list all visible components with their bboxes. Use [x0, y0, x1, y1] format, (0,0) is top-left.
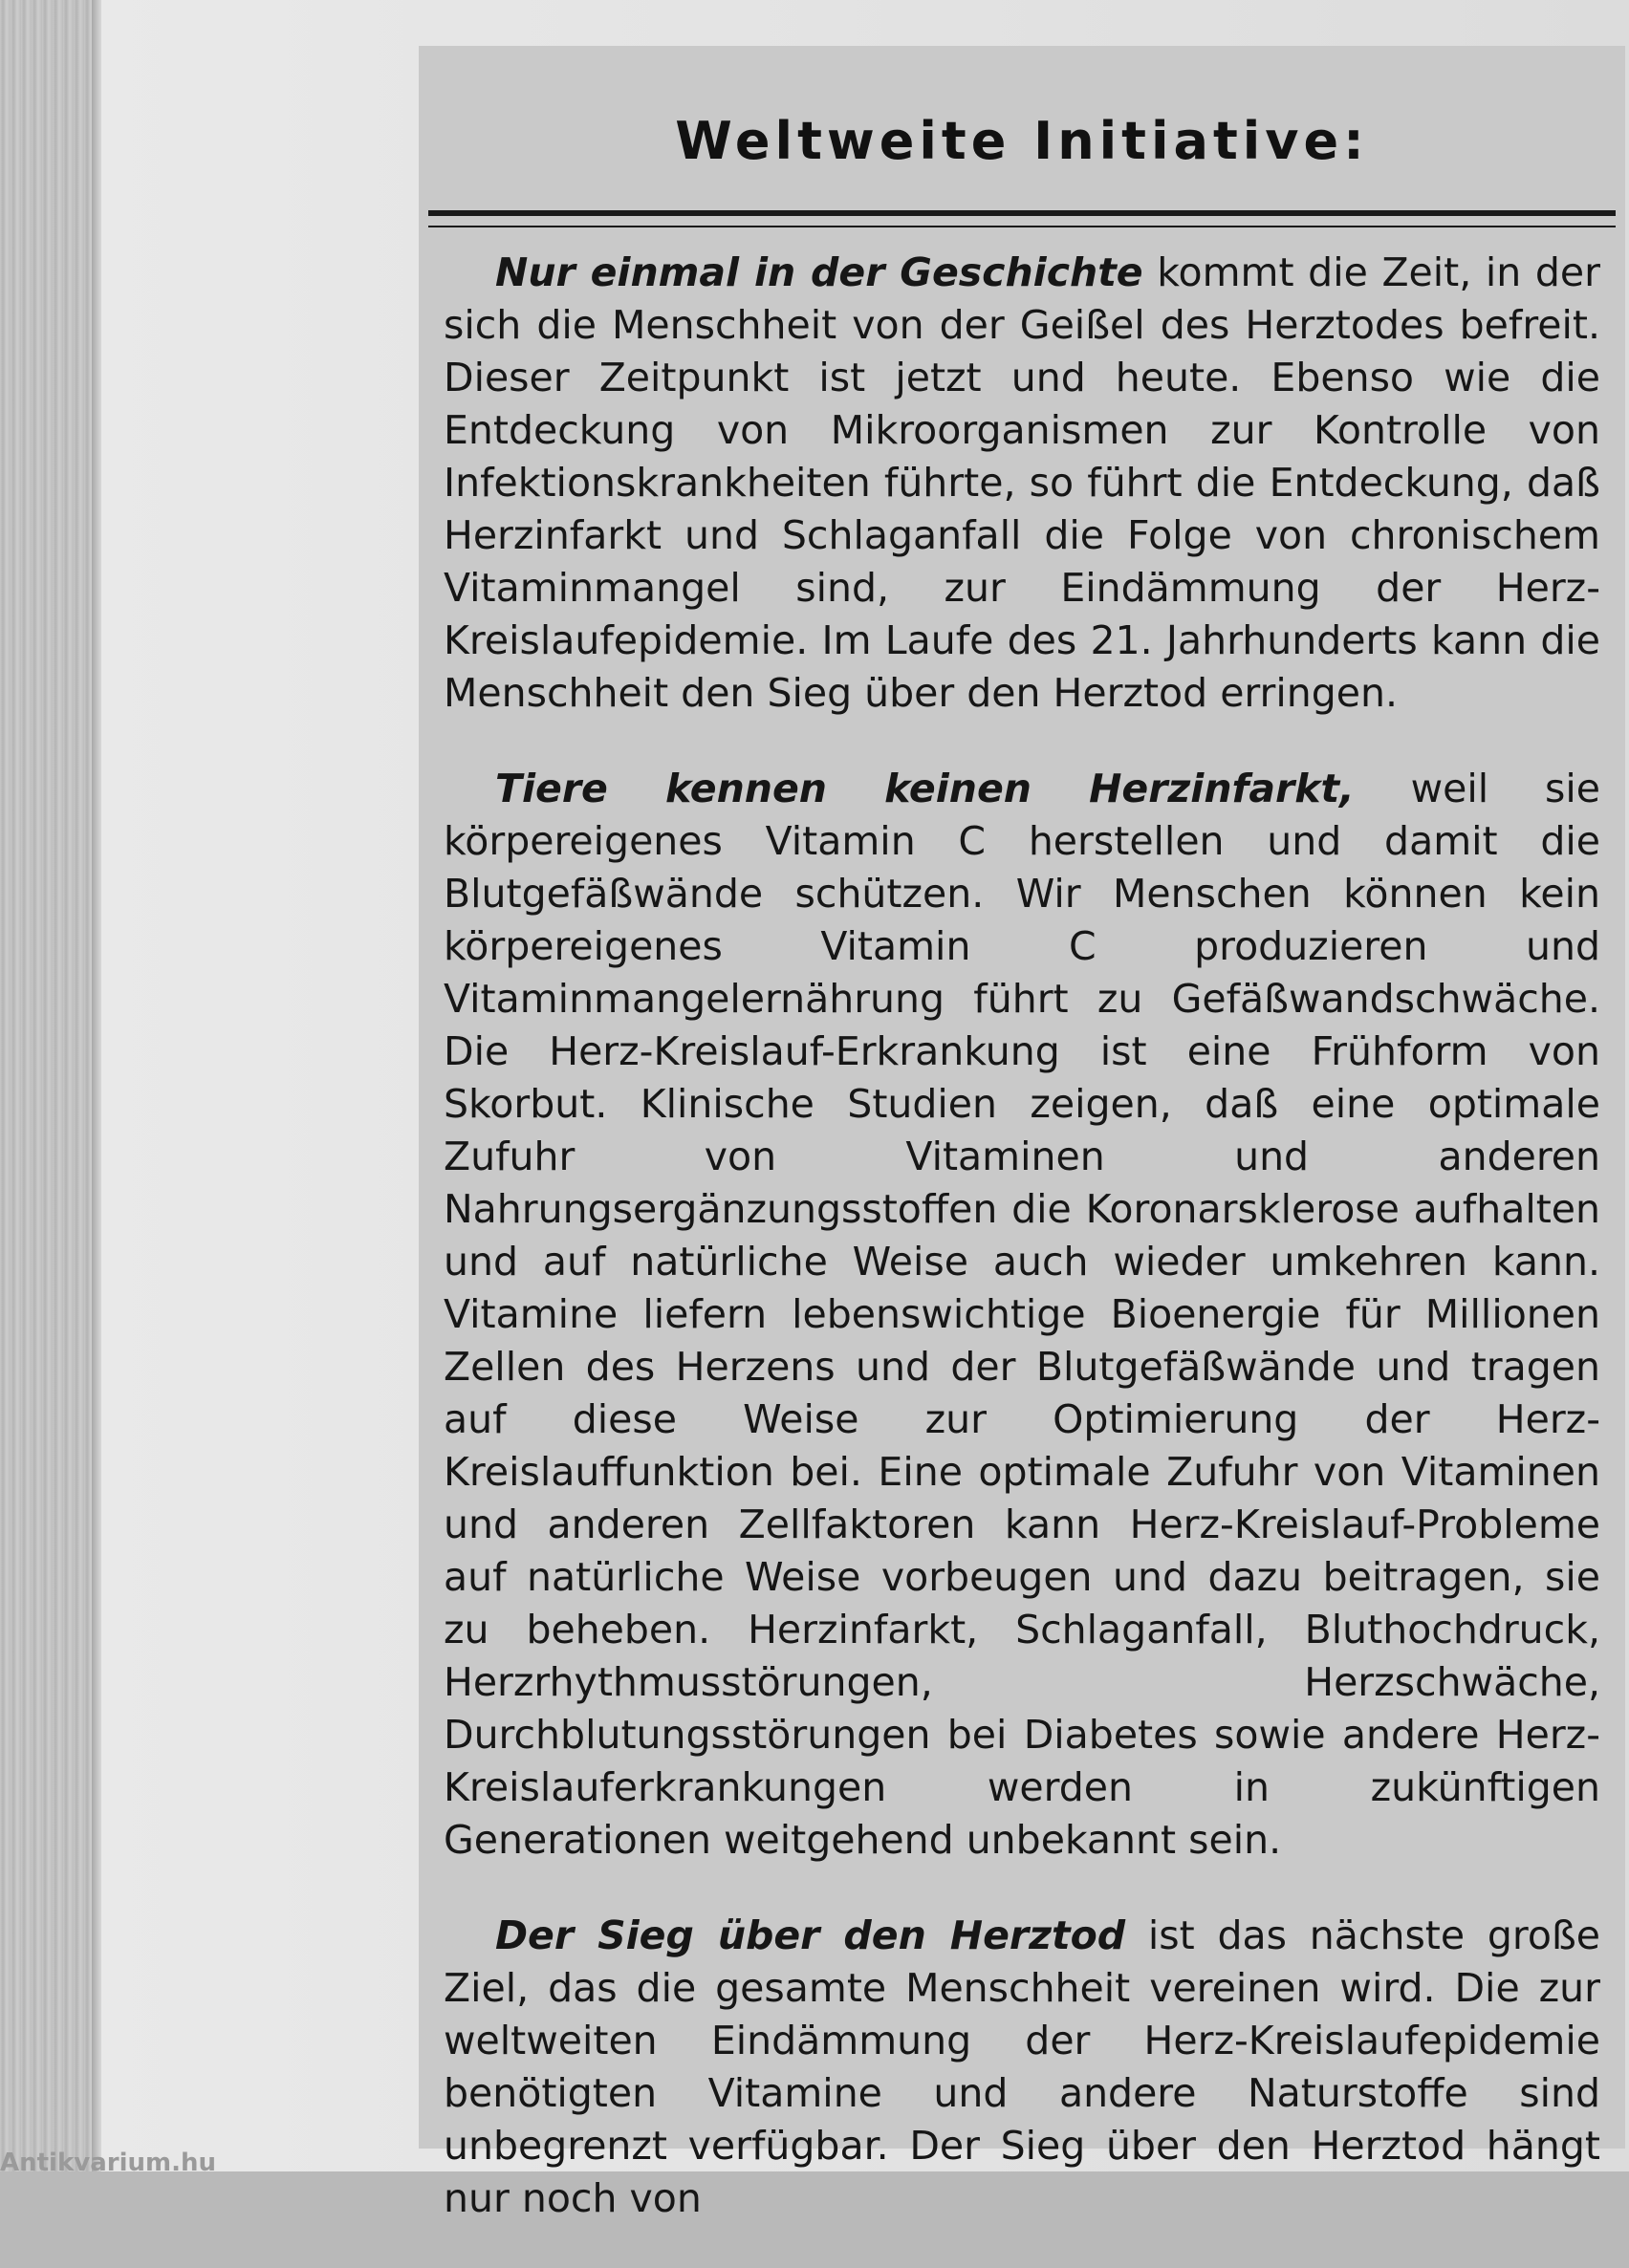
- page-title: Weltweite Initiative:: [675, 111, 1369, 171]
- paragraph-1-text: kommt die Zeit, in der sich die Menschheit von der Geißel des Herztodes befreit. Dieser Zeitpunkt ist jetzt und heute. Ebenso wie die Entdeckung von Mikroorganismen zur Kontrolle von Infektionskrankheiten führte, so führt die Entdeckung, daß Herzinfarkt und Schlaganfall die Folge von chronischem Vitaminmangel sind, zur Eindämmung der Herz-Kreislaufepidemie. Im Laufe des 21. Jahrhunderts kann die Menschheit den Sieg über den Herztod erringen.: [444, 249, 1600, 716]
- book-spine: [0, 0, 99, 2171]
- paragraph-3-lead: Der Sieg über den Herztod: [495, 1912, 1126, 1958]
- text-box: [419, 46, 1625, 2221]
- title-rule-thin: [428, 226, 1616, 227]
- paragraph-1: [444, 247, 1600, 720]
- paragraph-2-lead: Tiere kennen keinen Herzinfarkt,: [495, 766, 1355, 811]
- paragraph-2: [444, 763, 1600, 1867]
- paragraph-3: [444, 1910, 1600, 2225]
- paragraph-3-text: ist das nächste große Ziel, das die gesamte Menschheit vereinen wird. Die zur weltweiten Eindämmung der Herz-Kreislaufepidemie benötigten Vitamine und andere Naturstoffe sind unbegrenzt verfügbar. Der Sieg über den Herztod hängt nur noch von: [444, 1912, 1600, 2221]
- body-text: [444, 247, 1600, 2268]
- paragraph-2-text: weil sie körpereigenes Vitamin C herstellen und damit die Blutgefäßwände schützen. Wir Menschen können kein körpereigenes Vitamin C produzieren und Vitaminmangelernährung führt zu Gefäßwandschwäche. Die Herz-Kreislauf-Erkrankung ist eine Frühform von Skorbut. Klinische Studien zeigen, daß eine optimale Zufuhr von Vitaminen und anderen Nahrungsergänzungsstoffen die Koronarsklerose aufhalten und auf natürliche Weise auch wieder umkehren kann. Vitamine liefern lebenswichtige Bioenergie für Millionen Zellen des Herzens und der Blutgefäßwände und tragen auf diese Weise zur Optimierung der Herz-Kreislauffunktion bei. Eine optimale Zufuhr von Vitaminen und anderen Zellfaktoren kann Herz-Kreislauf-Probleme auf natürliche Weise vorbeugen und dazu beitragen, sie zu beheben. Herzinfarkt, Schlaganfall, Bluthochdruck, Herzrhythmusstörungen, Herzschwäche, Durchblutungsstörungen bei Diabetes sowie andere Herz-Kreislauferkrankungen werden in zukünftigen Generationen weitgehend unbekannt sein.: [444, 766, 1600, 1863]
- paragraph-1-lead: Nur einmal in der Geschichte: [495, 249, 1143, 295]
- title-rule-thick: [428, 210, 1616, 216]
- watermark: Antikvarium.hu: [0, 2149, 216, 2177]
